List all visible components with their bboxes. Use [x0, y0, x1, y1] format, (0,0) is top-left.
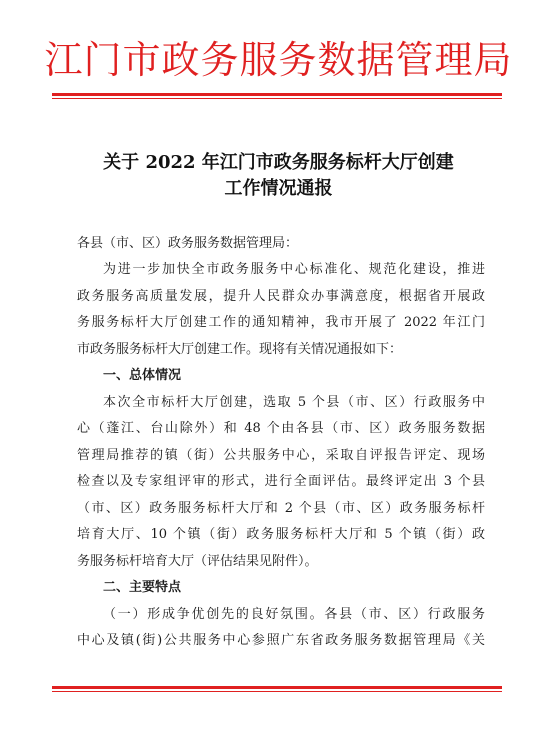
paragraph-line: （一）形成争优创先的良好氛围。各县（市、区）行政服务: [103, 606, 485, 622]
paragraph-line: 检查以及专家组评审的形式，进行全面评估。最终评定出 3 个县: [77, 474, 485, 489]
paragraph-line: 务服务标杆大厅创建工作的通知精神，我市开展了 2022 年江门: [77, 315, 485, 330]
paragraph-line: 政务服务高质量发展，提升人民群众办事满意度，根据省开展政: [77, 288, 485, 304]
paragraph-line: 为进一步加快全市政务服务中心标准化、规范化建设，推进: [103, 262, 485, 277]
document-title-line-2: 工作情况通报: [224, 178, 333, 199]
paragraph-line: 培育大厅、10 个镇（街）政务服务标杆大厅和 5 个镇（街）政: [77, 527, 485, 542]
document-body: [77, 257, 485, 655]
footer-divider-thick: [52, 686, 502, 689]
paragraph-line: 心（蓬江、台山除外）和 48 个由各县（市、区）政务服务数据: [77, 421, 485, 436]
salutation: 各县（市、区）政务服务数据管理局：: [77, 236, 299, 251]
paragraph-line: 务服务标杆培育大厅（评估结果见附件）。: [77, 553, 318, 569]
paragraph-line: 管理局推荐的镇（街）公共服务中心，采取自评报告评定、现场: [77, 447, 485, 463]
footer-divider-thin: [52, 691, 502, 692]
masthead-divider-thick: [52, 93, 502, 96]
section-heading-features: 二、主要特点: [103, 580, 182, 595]
masthead: 江门市政务服务数据管理局: [44, 38, 513, 82]
paragraph-line: 市政务服务标杆大厅创建工作。现将有关情况通报如下：: [77, 341, 403, 357]
masthead-divider-thin: [52, 98, 502, 99]
section-heading-overview: 一、总体情况: [103, 368, 182, 383]
paragraph-line: 中心及镇(街)公共服务中心参照广东省政务服务数据管理局《关: [77, 633, 485, 648]
document-title-line-1: 关于 2022 年江门市政务服务标杆大厅创建: [103, 152, 454, 173]
paragraph-line: （市、区）政务服务标杆大厅和 2 个县（市、区）政务服务标杆: [77, 500, 485, 516]
paragraph-line: 本次全市标杆大厅创建，选取 5 个县（市、区）行政服务中: [103, 394, 485, 410]
